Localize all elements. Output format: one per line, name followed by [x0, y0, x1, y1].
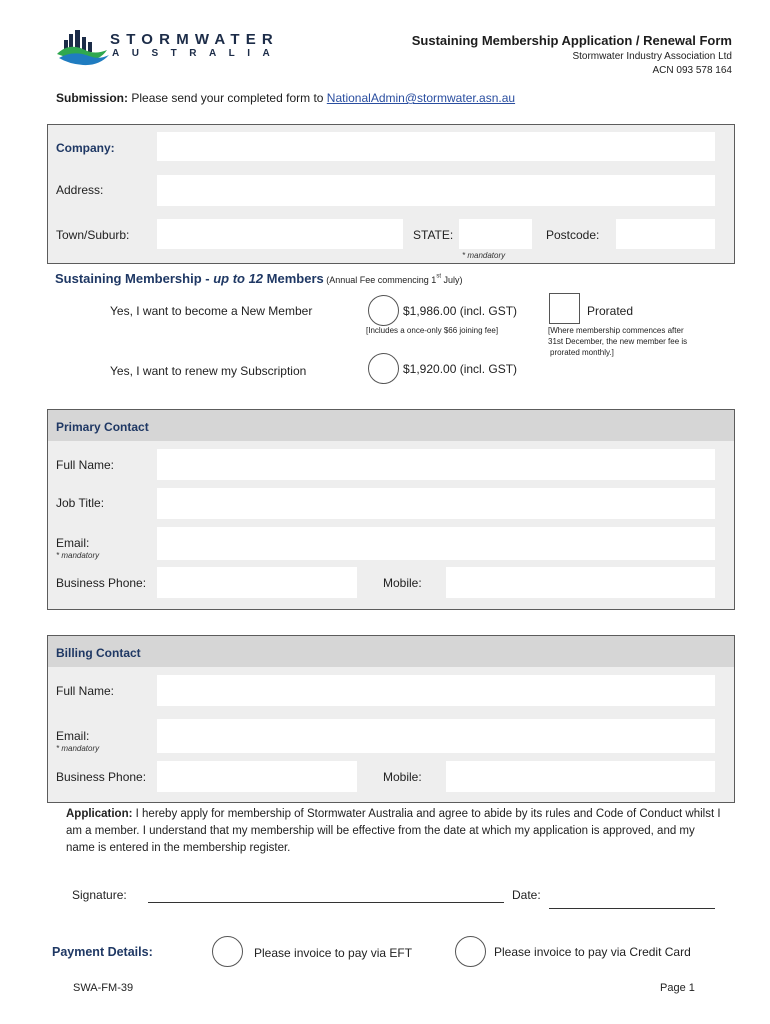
application-text: I hereby apply for membership of Stormwater Australia and agree to abide by its rules and Code of Conduct whilst I am a member. I understand that my membership will be effective from the date at which my application is approved, and my name is entered in the membership register. [66, 808, 721, 854]
company-label: Company: [56, 141, 115, 155]
prorated-checkbox[interactable] [549, 293, 580, 324]
signature-label: Signature: [72, 888, 127, 902]
signature-line[interactable] [148, 902, 504, 903]
membership-title [55, 271, 463, 286]
state-field[interactable] [459, 219, 532, 249]
primary-email-field[interactable] [157, 527, 715, 560]
membership-annual-fee: (Annual Fee commencing 1 [323, 275, 437, 285]
pay-eft-radio[interactable] [212, 936, 243, 967]
billing-full-name-label: Full Name: [56, 684, 115, 698]
billing-full-name-field[interactable] [157, 675, 715, 706]
submission-label: Submission: [56, 91, 129, 105]
billing-mobile-label: Mobile: [383, 770, 422, 784]
membership-dash: - [201, 271, 214, 286]
renew-price: $1,920.00 (incl. GST) [403, 362, 518, 376]
billing-email-mandatory: * mandatory [56, 744, 100, 753]
address-field[interactable] [157, 175, 715, 206]
primary-job-title-field[interactable] [157, 488, 715, 519]
date-label: Date: [512, 888, 541, 902]
form-title: Sustaining Membership Application / Renewal Form [411, 33, 732, 48]
primary-contact-title: Primary Contact [56, 420, 149, 434]
primary-email-label: Email: [56, 536, 90, 550]
billing-phone-field[interactable] [157, 761, 357, 792]
renew-radio[interactable] [368, 353, 399, 384]
stormwater-logo-graphic [55, 28, 115, 68]
billing-contact-header [48, 636, 734, 667]
primary-job-title-label: Job Title: [56, 496, 105, 510]
logo-wordmark: STORMWATER [110, 31, 279, 48]
state-label: STATE: [413, 228, 454, 242]
submission-line [56, 91, 515, 105]
primary-mobile-field[interactable] [446, 567, 715, 598]
prorated-note-1: [Where membership commences after [548, 326, 684, 335]
date-line[interactable] [549, 908, 715, 909]
billing-email-label: Email: [56, 729, 90, 743]
primary-full-name-field[interactable] [157, 449, 715, 480]
membership-july: July) [440, 275, 463, 285]
payment-title: Payment Details: [52, 945, 153, 959]
pay-card-radio[interactable] [455, 936, 486, 967]
company-field[interactable] [157, 132, 715, 161]
org-name: Stormwater Industry Association Ltd [572, 51, 732, 62]
primary-contact-header [48, 410, 734, 441]
town-field[interactable] [157, 219, 403, 249]
primary-phone-field[interactable] [157, 567, 357, 598]
billing-contact-title: Billing Contact [56, 646, 141, 660]
state-mandatory-note: * mandatory [462, 251, 506, 260]
postcode-label: Postcode: [546, 228, 600, 242]
new-member-label: Yes, I want to become a New Member [110, 304, 313, 318]
address-label: Address: [56, 183, 104, 197]
town-label: Town/Suburb: [56, 228, 130, 242]
submission-email-link[interactable]: NationalAdmin@stormwater.asn.au [326, 91, 516, 105]
prorated-label: Prorated [587, 304, 634, 318]
org-acn: ACN 093 578 164 [652, 65, 732, 76]
renew-label: Yes, I want to renew my Subscription [110, 364, 307, 378]
logo-subtitle: AUSTRALIA [112, 48, 283, 59]
prorated-note-2: 31st December, the new member fee is [548, 337, 688, 346]
pay-card-label: Please invoice to pay via Credit Card [494, 945, 691, 959]
billing-mobile-field[interactable] [446, 761, 715, 792]
membership-title-start: Sustaining Membership [55, 271, 202, 286]
submission-text: Please send your completed form to [128, 91, 327, 105]
new-member-note: [Includes a once-only $66 joining fee] [366, 326, 499, 335]
application-statement [66, 806, 726, 857]
postcode-field[interactable] [616, 219, 715, 249]
primary-email-mandatory: * mandatory [56, 551, 100, 560]
application-label: Application: [66, 808, 133, 820]
membership-st: st [436, 273, 441, 280]
page-number: Page 1 [660, 982, 695, 994]
new-member-radio[interactable] [368, 295, 399, 326]
primary-phone-label: Business Phone: [56, 576, 147, 590]
primary-full-name-label: Full Name: [56, 458, 115, 472]
membership-up-to: up to 12 [213, 271, 264, 286]
primary-mobile-label: Mobile: [383, 576, 422, 590]
billing-email-field[interactable] [157, 719, 715, 753]
form-code: SWA-FM-39 [73, 982, 134, 994]
billing-phone-label: Business Phone: [56, 770, 147, 784]
membership-members: Members [263, 271, 324, 286]
new-member-price: $1,986.00 (incl. GST) [403, 304, 518, 318]
pay-eft-label: Please invoice to pay via EFT [254, 946, 413, 960]
prorated-note-3: prorated monthly.] [550, 348, 614, 357]
